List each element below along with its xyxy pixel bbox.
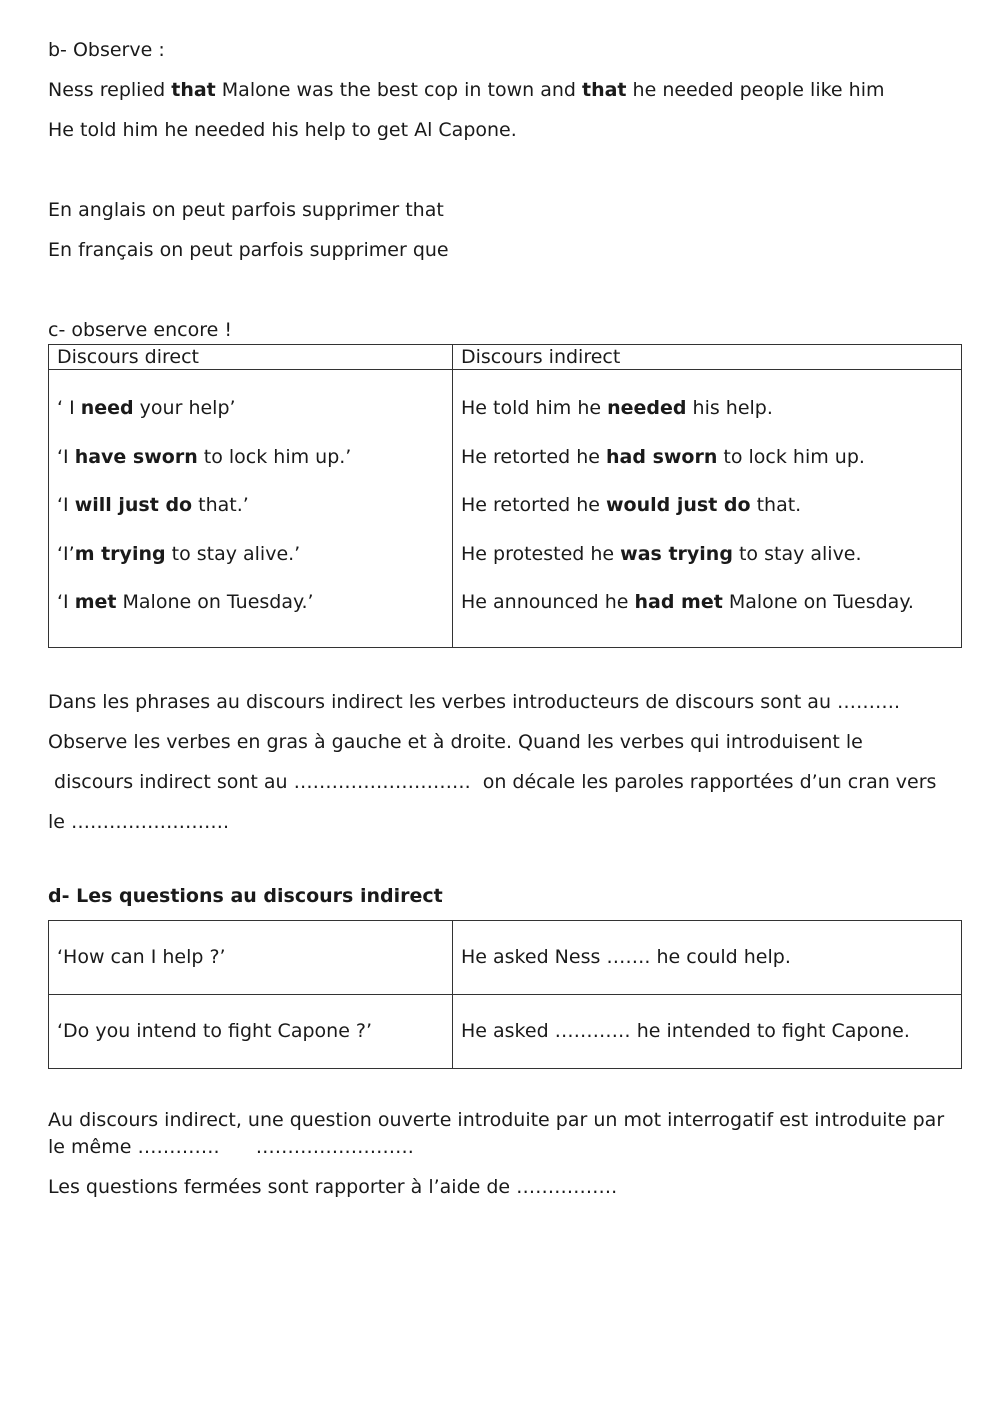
header-discours-direct: Discours direct — [49, 345, 453, 370]
indirect-sentence — [461, 540, 953, 589]
section-c-heading: c- observe encore ! — [48, 319, 232, 341]
rule-paragraph — [48, 682, 962, 842]
example-sentence-2: He told him he needed his help to get Al Capone. — [48, 119, 517, 141]
text-segment: He announced he — [461, 591, 635, 614]
section-b-heading: b- Observe : — [48, 39, 165, 61]
text-segment: ‘ I — [57, 397, 81, 419]
text-segment: Malone on Tuesday. — [722, 591, 914, 614]
text-segment: ‘I — [57, 494, 75, 517]
text-segment: he needed people like him — [626, 79, 885, 101]
text-segment: Malone was the best cop in town and — [215, 79, 582, 101]
text-segment: to stay alive.’ — [165, 542, 301, 565]
direct-sentence — [57, 588, 444, 637]
bold-verb: met — [74, 591, 117, 614]
direct-sentence — [57, 394, 444, 443]
table-row — [49, 994, 962, 1068]
bold-verb: would just do — [606, 494, 751, 517]
direct-indirect-table — [48, 344, 962, 648]
worksheet-page — [48, 36, 962, 1213]
rule-line-3: discours indirect sont au ………………………. on décale les paroles rapportées d’un cran vers — [48, 770, 937, 793]
header-discours-indirect: Discours indirect — [453, 345, 962, 370]
direct-sentence — [57, 540, 444, 589]
indirect-sentence — [461, 491, 953, 540]
bold-verb: will just do — [74, 494, 193, 517]
text-segment: your help’ — [133, 397, 236, 419]
bold-verb: had met — [634, 591, 723, 614]
text-segment: to lock him up. — [717, 445, 865, 468]
question-direct-cell: ‘Do you intend to fight Capone ?’ — [49, 994, 453, 1068]
note-english: En anglais on peut parfois supprimer that — [48, 199, 444, 221]
text-segment: ‘I — [57, 591, 75, 614]
text-segment: that. — [750, 494, 802, 517]
direct-column — [49, 370, 453, 648]
text-segment: to stay alive. — [732, 542, 862, 565]
note-french: En français on peut parfois supprimer que — [48, 239, 449, 261]
text-segment: He retorted he — [461, 494, 606, 517]
closed-question-rule: Les questions fermées sont rapporter à l’aide de ……………. — [48, 1175, 618, 1198]
bold-verb: needed — [607, 397, 687, 419]
text-segment: He retorted he — [461, 445, 606, 468]
text-segment: ‘I — [57, 445, 75, 468]
open-question-rule: Au discours indirect, une question ouverte introduite par un mot interrogatif est introduite par le même …………. ……………………. — [48, 1108, 951, 1158]
bold-word: that — [171, 79, 216, 101]
question-direct-cell: ‘How can I help ?’ — [49, 920, 453, 994]
rule-line-4: le ……………………. — [48, 810, 230, 833]
section-d-heading: d- Les questions au discours indirect — [48, 884, 443, 907]
text-segment: ‘I’ — [57, 542, 75, 565]
bold-verb: was trying — [620, 542, 733, 565]
bold-verb: need — [80, 397, 134, 419]
example-sentence-1 — [48, 76, 962, 116]
indirect-column — [453, 370, 962, 648]
text-segment: that.’ — [192, 494, 249, 517]
questions-table — [48, 920, 962, 1069]
text-segment: Ness replied — [48, 79, 172, 101]
text-segment: He protested he — [461, 542, 621, 565]
text-segment: Malone on Tuesday.’ — [116, 591, 314, 614]
indirect-sentence — [461, 588, 953, 637]
question-indirect-cell: He asked ………… he intended to fight Capone. — [453, 994, 962, 1068]
indirect-sentence — [461, 394, 953, 443]
rule-line-2: Observe les verbes en gras à gauche et à droite. Quand les verbes qui introduisent le — [48, 730, 863, 753]
direct-sentence — [57, 491, 444, 540]
direct-sentence — [57, 443, 444, 492]
question-indirect-cell: He asked Ness ……. he could help. — [453, 920, 962, 994]
bold-verb: have sworn — [74, 445, 198, 468]
text-segment: his help. — [686, 397, 773, 419]
indirect-sentence — [461, 443, 953, 492]
bold-verb: m trying — [74, 542, 166, 565]
bold-word: that — [582, 79, 627, 101]
rule-line-1: Dans les phrases au discours indirect les verbes introducteurs de discours sont au ………. — [48, 690, 901, 713]
text-segment: to lock him up.’ — [197, 445, 352, 468]
bold-verb: had sworn — [606, 445, 718, 468]
text-segment: He told him he — [461, 397, 608, 419]
table-row — [49, 920, 962, 994]
